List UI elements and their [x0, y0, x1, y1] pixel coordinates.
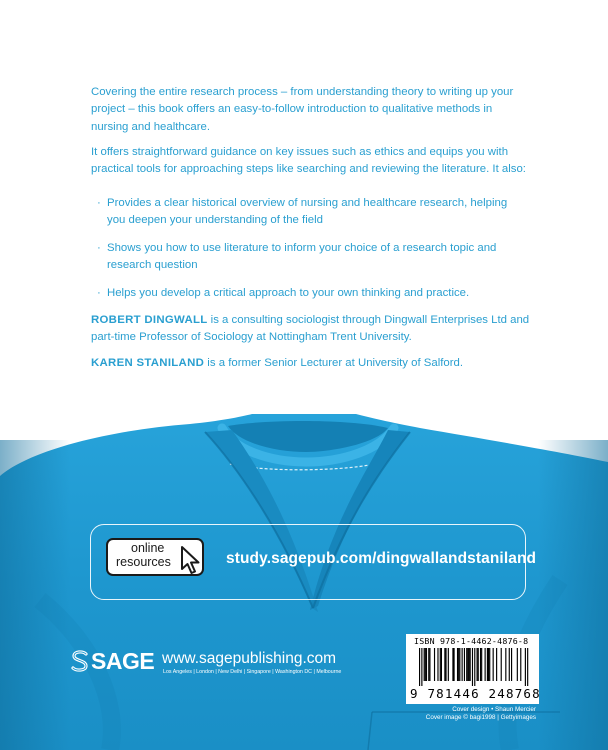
cover-image-credit: Cover image © bagi1998 | Gettyimages	[425, 714, 536, 721]
author-name: KAREN STANILAND	[91, 357, 205, 369]
barcode-bar	[477, 648, 478, 681]
barcode-bar	[487, 648, 488, 681]
arrow-cursor-icon	[180, 545, 202, 575]
barcode-bar	[457, 648, 458, 681]
bullet-marker: ·	[97, 197, 101, 209]
barcode-bar	[478, 648, 479, 681]
barcode-bar	[489, 648, 490, 681]
barcode-bar	[488, 648, 489, 681]
isbn-label: ISBN 978-1-4462-4876-8	[414, 636, 529, 646]
barcode-bar	[525, 648, 526, 686]
barcode-bars	[406, 648, 539, 686]
barcode-bar	[429, 648, 430, 681]
barcode-bar	[480, 648, 481, 681]
barcode-bar	[462, 648, 463, 681]
barcode-bar	[419, 648, 420, 686]
barcode-bar	[458, 648, 459, 681]
ean-digits: 9 781446 248768	[410, 686, 541, 701]
badge-line-online: online	[131, 541, 165, 555]
barcode-bar	[517, 648, 518, 681]
barcode-bar	[496, 648, 497, 681]
barcode-bar	[426, 648, 427, 681]
barcode-bar	[470, 648, 471, 681]
barcode-bar	[511, 648, 512, 681]
barcode-bar	[509, 648, 510, 681]
barcode-bar	[445, 648, 446, 681]
publisher-cities: Los Angeles | London | New Delhi | Singapore | Washington DC | Melbourne	[163, 669, 342, 675]
barcode-bar	[440, 648, 441, 681]
barcode-bar	[434, 648, 435, 681]
author-bio-2	[91, 355, 531, 372]
publisher-website[interactable]: www.sagepublishing.com	[162, 650, 337, 667]
barcode-bar	[505, 648, 506, 681]
barcode-bar	[467, 648, 468, 681]
list-item	[97, 240, 527, 275]
author-name: ROBERT DINGWALL	[91, 314, 208, 326]
author-bio-1	[91, 312, 531, 347]
barcode-bar	[485, 648, 486, 681]
barcode-bar	[448, 648, 449, 681]
bullet-text: Shows you how to use literature to inform your choice of a research topic and research question	[107, 241, 497, 272]
online-resources-url[interactable]: study.sagepub.com/dingwallandstaniland	[226, 550, 537, 567]
barcode-bar	[474, 648, 475, 686]
barcode-bar	[437, 648, 438, 681]
barcode-bar	[464, 648, 465, 681]
barcode-bar	[481, 648, 482, 681]
list-item	[97, 285, 527, 302]
barcode-bar	[428, 648, 429, 681]
barcode-bar	[425, 648, 426, 681]
bullet-marker: ·	[97, 286, 101, 299]
sage-wordmark: SAGE	[91, 648, 155, 674]
bullet-marker: ·	[97, 241, 101, 254]
cover-design-credit: Cover design • Shaun Mercier	[452, 706, 536, 713]
barcode-bar	[466, 648, 467, 681]
description-paragraph-2: It offers straightforward guidance on key issues such as ethics and equips you with practical tools for approaching steps like searching and reviewing the literature. It also:	[91, 146, 526, 176]
feature-list	[97, 195, 527, 312]
author-bio-text: is a former Senior Lecturer at University of Salford.	[204, 357, 464, 369]
barcode-bar	[424, 648, 425, 681]
barcode-bar	[421, 648, 422, 686]
barcode-bar	[472, 648, 473, 686]
barcode-bar	[459, 648, 460, 681]
barcode-bar	[468, 648, 469, 681]
list-item	[97, 195, 527, 230]
author-bio-text: is a consulting sociologist through Dingwall Enterprises Ltd and part-time Professor of Sociology at Nottingham Trent University.	[91, 314, 530, 344]
barcode-bar	[520, 648, 521, 681]
barcode-bar	[441, 648, 442, 681]
barcode-bar	[444, 648, 445, 681]
barcode-bar	[501, 648, 502, 681]
description-paragraph-1: Covering the entire research process – from understanding theory to writing up your project – this book offers an easy-to-follow introduction to qualitative methods in nursing and healthcare.	[91, 86, 514, 133]
barcode-bar	[493, 648, 494, 681]
barcode-bar	[452, 648, 453, 681]
barcode-bar	[454, 648, 455, 681]
bullet-text: Provides a clear historical overview of nursing and healthcare research, helping you deepen your understanding of the field	[107, 197, 508, 227]
sage-logo-icon	[69, 649, 91, 673]
barcode-bar	[527, 648, 528, 686]
badge-line-resources: resources	[116, 555, 171, 569]
bullet-text: Helps you develop a critical approach to your own thinking and practice.	[107, 286, 470, 299]
